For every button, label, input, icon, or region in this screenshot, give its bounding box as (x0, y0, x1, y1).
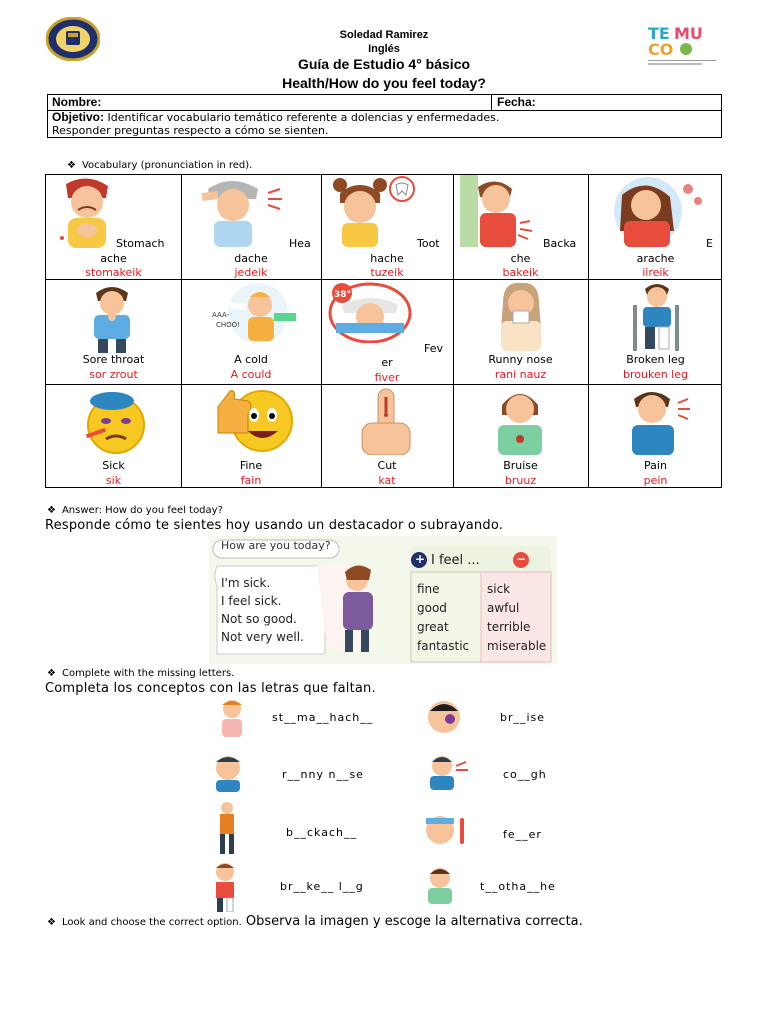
word-a-cold: A cold (234, 353, 268, 366)
word-fine: Fine (239, 459, 263, 472)
look-heading: ❖ Look and choose the correct option. Observa la imagen y escoge la alternativa correcta. (47, 914, 583, 929)
sick-emoji-picture (76, 387, 152, 459)
word-backa: Backa (543, 237, 577, 250)
school-logo (46, 17, 100, 61)
backache-mini-picture (212, 800, 242, 860)
gap-word-6: co__gh (503, 768, 547, 781)
fever-mini-picture (420, 812, 470, 856)
cold-picture (208, 283, 300, 353)
stomach-ache-picture (52, 176, 122, 252)
gap-word-7: fe__er (503, 828, 542, 841)
vocabulary-grid (45, 174, 722, 488)
plus-icon: + (414, 552, 426, 566)
objective-label: Objetivo: (52, 110, 105, 124)
pron-stomach-ache: stomakeik (85, 266, 142, 279)
temuco-logo (646, 22, 722, 68)
word-broken-leg: Broken leg (626, 353, 685, 366)
cough-mini-picture (420, 752, 470, 796)
toothache-picture (328, 175, 424, 251)
word-arache: arache (636, 252, 675, 265)
backache-picture (460, 175, 556, 251)
pron-pain: pein (643, 474, 668, 487)
author-name: Soledad Ramirez (339, 29, 429, 41)
pron-sore-throat: sor zrout (89, 368, 138, 381)
pron-broken-leg: brouken leg (623, 368, 688, 381)
guide-title: Guía de Estudio 4° básico (297, 56, 471, 72)
minus-icon: − (515, 552, 527, 566)
panel-header: I feel ... (431, 553, 480, 568)
gap-word-3: b__ckach__ (286, 826, 357, 839)
word-cut: Cut (377, 459, 397, 472)
word-sore-throat: Sore throat (82, 353, 145, 366)
pron-fever: fiver (374, 371, 400, 384)
pron-fine: fain (240, 474, 262, 487)
headache-picture (188, 175, 284, 251)
pron-a-cold: A could (230, 368, 272, 381)
answer-instruction: Responde cómo te sientes hoy usando un destacador o subrayando. (45, 518, 504, 533)
word-ache: ache (100, 252, 127, 265)
svg-text:MU: MU (674, 24, 703, 43)
stomach-ache-mini-picture (212, 697, 252, 741)
word-runny-nose: Runny nose (488, 353, 553, 366)
svg-text:CO: CO (648, 40, 674, 59)
gap-word-1: st__ma__hach__ (272, 711, 374, 724)
gap-word-8: t__otha__he (480, 880, 556, 893)
gap-word-5: br__ise (500, 711, 546, 724)
runny-nose-picture (491, 281, 551, 355)
positive-words: fine good great fantastic (417, 582, 470, 653)
pron-sick: sik (105, 474, 122, 487)
sore-throat-picture (86, 283, 138, 357)
broken-leg-mini-picture (208, 862, 242, 916)
word-stomach: Stomach (116, 237, 165, 250)
word-bruise: Bruise (503, 459, 538, 472)
date-label: Fecha: (497, 95, 536, 109)
negative-words: sick awful terrible miserable (487, 582, 547, 653)
how-do-you-feel-panel (209, 536, 557, 664)
word-er: er (381, 356, 393, 369)
cut-finger-picture (356, 387, 416, 459)
pron-earache: iireik (642, 266, 669, 279)
guide-topic: Health/How do you feel today? (282, 75, 486, 91)
fine-emoji-picture (204, 385, 300, 459)
pron-toothache: tuzeik (370, 266, 404, 279)
objective-text: Objetivo: Identificar vocabulario temático referente a dolencias y enfermedades. Responder preguntas respecto a cómo se sienten. (52, 110, 500, 137)
word-hache: hache (370, 252, 404, 265)
svg-text:CHOO!: CHOO! (216, 321, 240, 329)
word-che: che (510, 252, 531, 265)
earache-picture (598, 175, 708, 251)
word-hea: Hea (289, 237, 311, 250)
complete-instruction: Completa los conceptos con las letras que faltan. (45, 681, 376, 696)
gap-word-2: r__nny n__se (282, 768, 364, 781)
pron-cut: kat (378, 474, 396, 487)
word-sick: Sick (102, 459, 125, 472)
pron-headache: jedeik (234, 266, 268, 279)
word-e: E (706, 237, 713, 250)
pron-bruise: bruuz (504, 474, 537, 487)
word-toot: Toot (417, 237, 440, 250)
word-pain: Pain (644, 459, 667, 472)
answer-heading: ❖ Answer: How do you feel today? (47, 505, 223, 516)
fever-picture (328, 281, 412, 347)
word-fev: Fev (424, 342, 444, 355)
vocabulary-heading: ❖ Vocabulary (pronunciation in red). (67, 160, 253, 171)
panel-left-lines: I'm sick. I feel sick. Not so good. Not very well. (221, 576, 304, 644)
complete-heading: ❖ Complete with the missing letters. (47, 668, 235, 679)
gap-word-4: br__ke__ l__g (280, 880, 364, 893)
pron-backache: bakeik (502, 266, 539, 279)
bruise-mini-picture (424, 697, 464, 741)
svg-text:AAA-: AAA- (212, 311, 230, 319)
svg-text:38°: 38° (334, 290, 352, 300)
name-label: Nombre: (52, 95, 102, 109)
svg-text:TE: TE (648, 24, 670, 43)
toothache-mini-picture (420, 864, 464, 908)
bruise-picture (490, 385, 550, 459)
student-info-table (47, 94, 722, 138)
broken-leg-picture (631, 281, 681, 355)
word-dache: dache (234, 252, 268, 265)
pain-picture (622, 385, 692, 459)
panel-question: How are you today? (221, 539, 331, 552)
runny-nose-mini-picture (208, 752, 248, 796)
subject-name: Inglés (368, 43, 400, 55)
pron-runny-nose: rani nauz (494, 368, 547, 381)
